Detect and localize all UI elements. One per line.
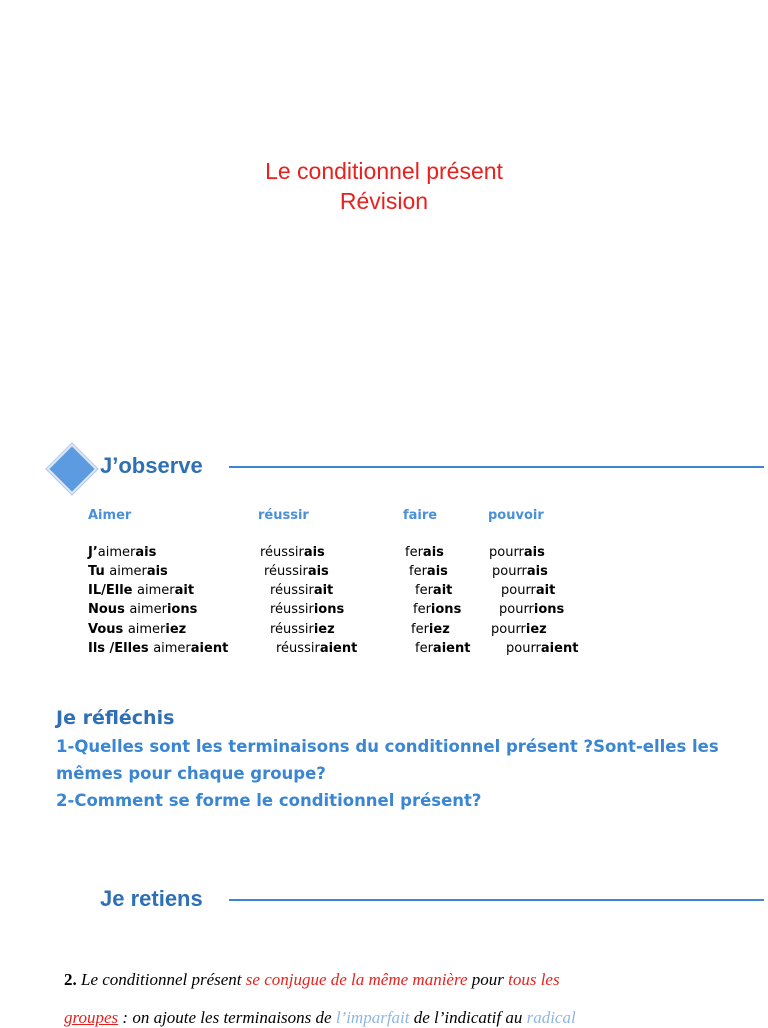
conjugation-cell: pourrait [501, 583, 556, 598]
conjugation-cell: pourrais [492, 564, 548, 579]
conjugation-cell: J’aimerais [88, 545, 157, 560]
conjugation-cell: réussiraient [276, 641, 358, 656]
rule-line-2: groupes : on ajoute les terminaisons de l’imparfait de l’indicatif au radical [64, 1008, 576, 1027]
conjugation-cell: Vous aimeriez [88, 622, 187, 637]
verb-header: réussir [258, 508, 309, 523]
conjugation-cell: ferions [413, 602, 462, 617]
verb-header: pouvoir [488, 508, 544, 523]
conjugation-cell: pourraient [506, 641, 579, 656]
conjugation-cell: réussiriez [270, 622, 335, 637]
conjugation-cell: Tu aimerais [88, 564, 168, 579]
conjugation-cell: réussirais [264, 564, 329, 579]
verb-header: faire [403, 508, 438, 523]
conjugation-cell: ferait [415, 583, 453, 598]
page-title: Le conditionnel présent [265, 158, 503, 184]
conjugation-cell: réussirais [260, 545, 325, 560]
rule-line-1: 2. Le conditionnel présent se conjugue de la même manière pour tous les [64, 970, 560, 989]
conjugation-cell: pourrais [489, 545, 545, 560]
verb-header: Aimer [88, 508, 132, 523]
observe-heading: J’observe [100, 453, 203, 478]
conjugation-cell: réussirions [270, 602, 345, 617]
conjugation-cell: ferais [405, 545, 444, 560]
question-1-line-1: 1-Quelles sont les terminaisons du conditionnel présent ?Sont-elles les [56, 737, 719, 756]
page-subtitle: Révision [339, 188, 429, 214]
conjugation-cell: réussirait [270, 583, 334, 598]
conjugation-cell: pourrions [499, 602, 565, 617]
conjugation-cell: Ils /Elles aimeraient [88, 641, 229, 656]
conjugation-cell: pourriez [491, 622, 547, 637]
retain-divider [229, 899, 764, 901]
reflect-heading: Je réfléchis [56, 707, 175, 729]
question-2: 2-Comment se forme le conditionnel présent? [56, 791, 482, 810]
conjugation-cell: ferais [409, 564, 448, 579]
question-1-line-2: mêmes pour chaque groupe? [56, 764, 326, 783]
diamond-bullet-icon [47, 444, 98, 495]
conjugation-cell: feraient [415, 641, 471, 656]
conjugation-cell: feriez [411, 622, 450, 637]
conjugation-cell: Nous aimerions [88, 602, 198, 617]
retain-heading: Je retiens [100, 886, 203, 911]
observe-divider [229, 466, 764, 468]
conjugation-cell: IL/Elle aimerait [88, 583, 195, 598]
